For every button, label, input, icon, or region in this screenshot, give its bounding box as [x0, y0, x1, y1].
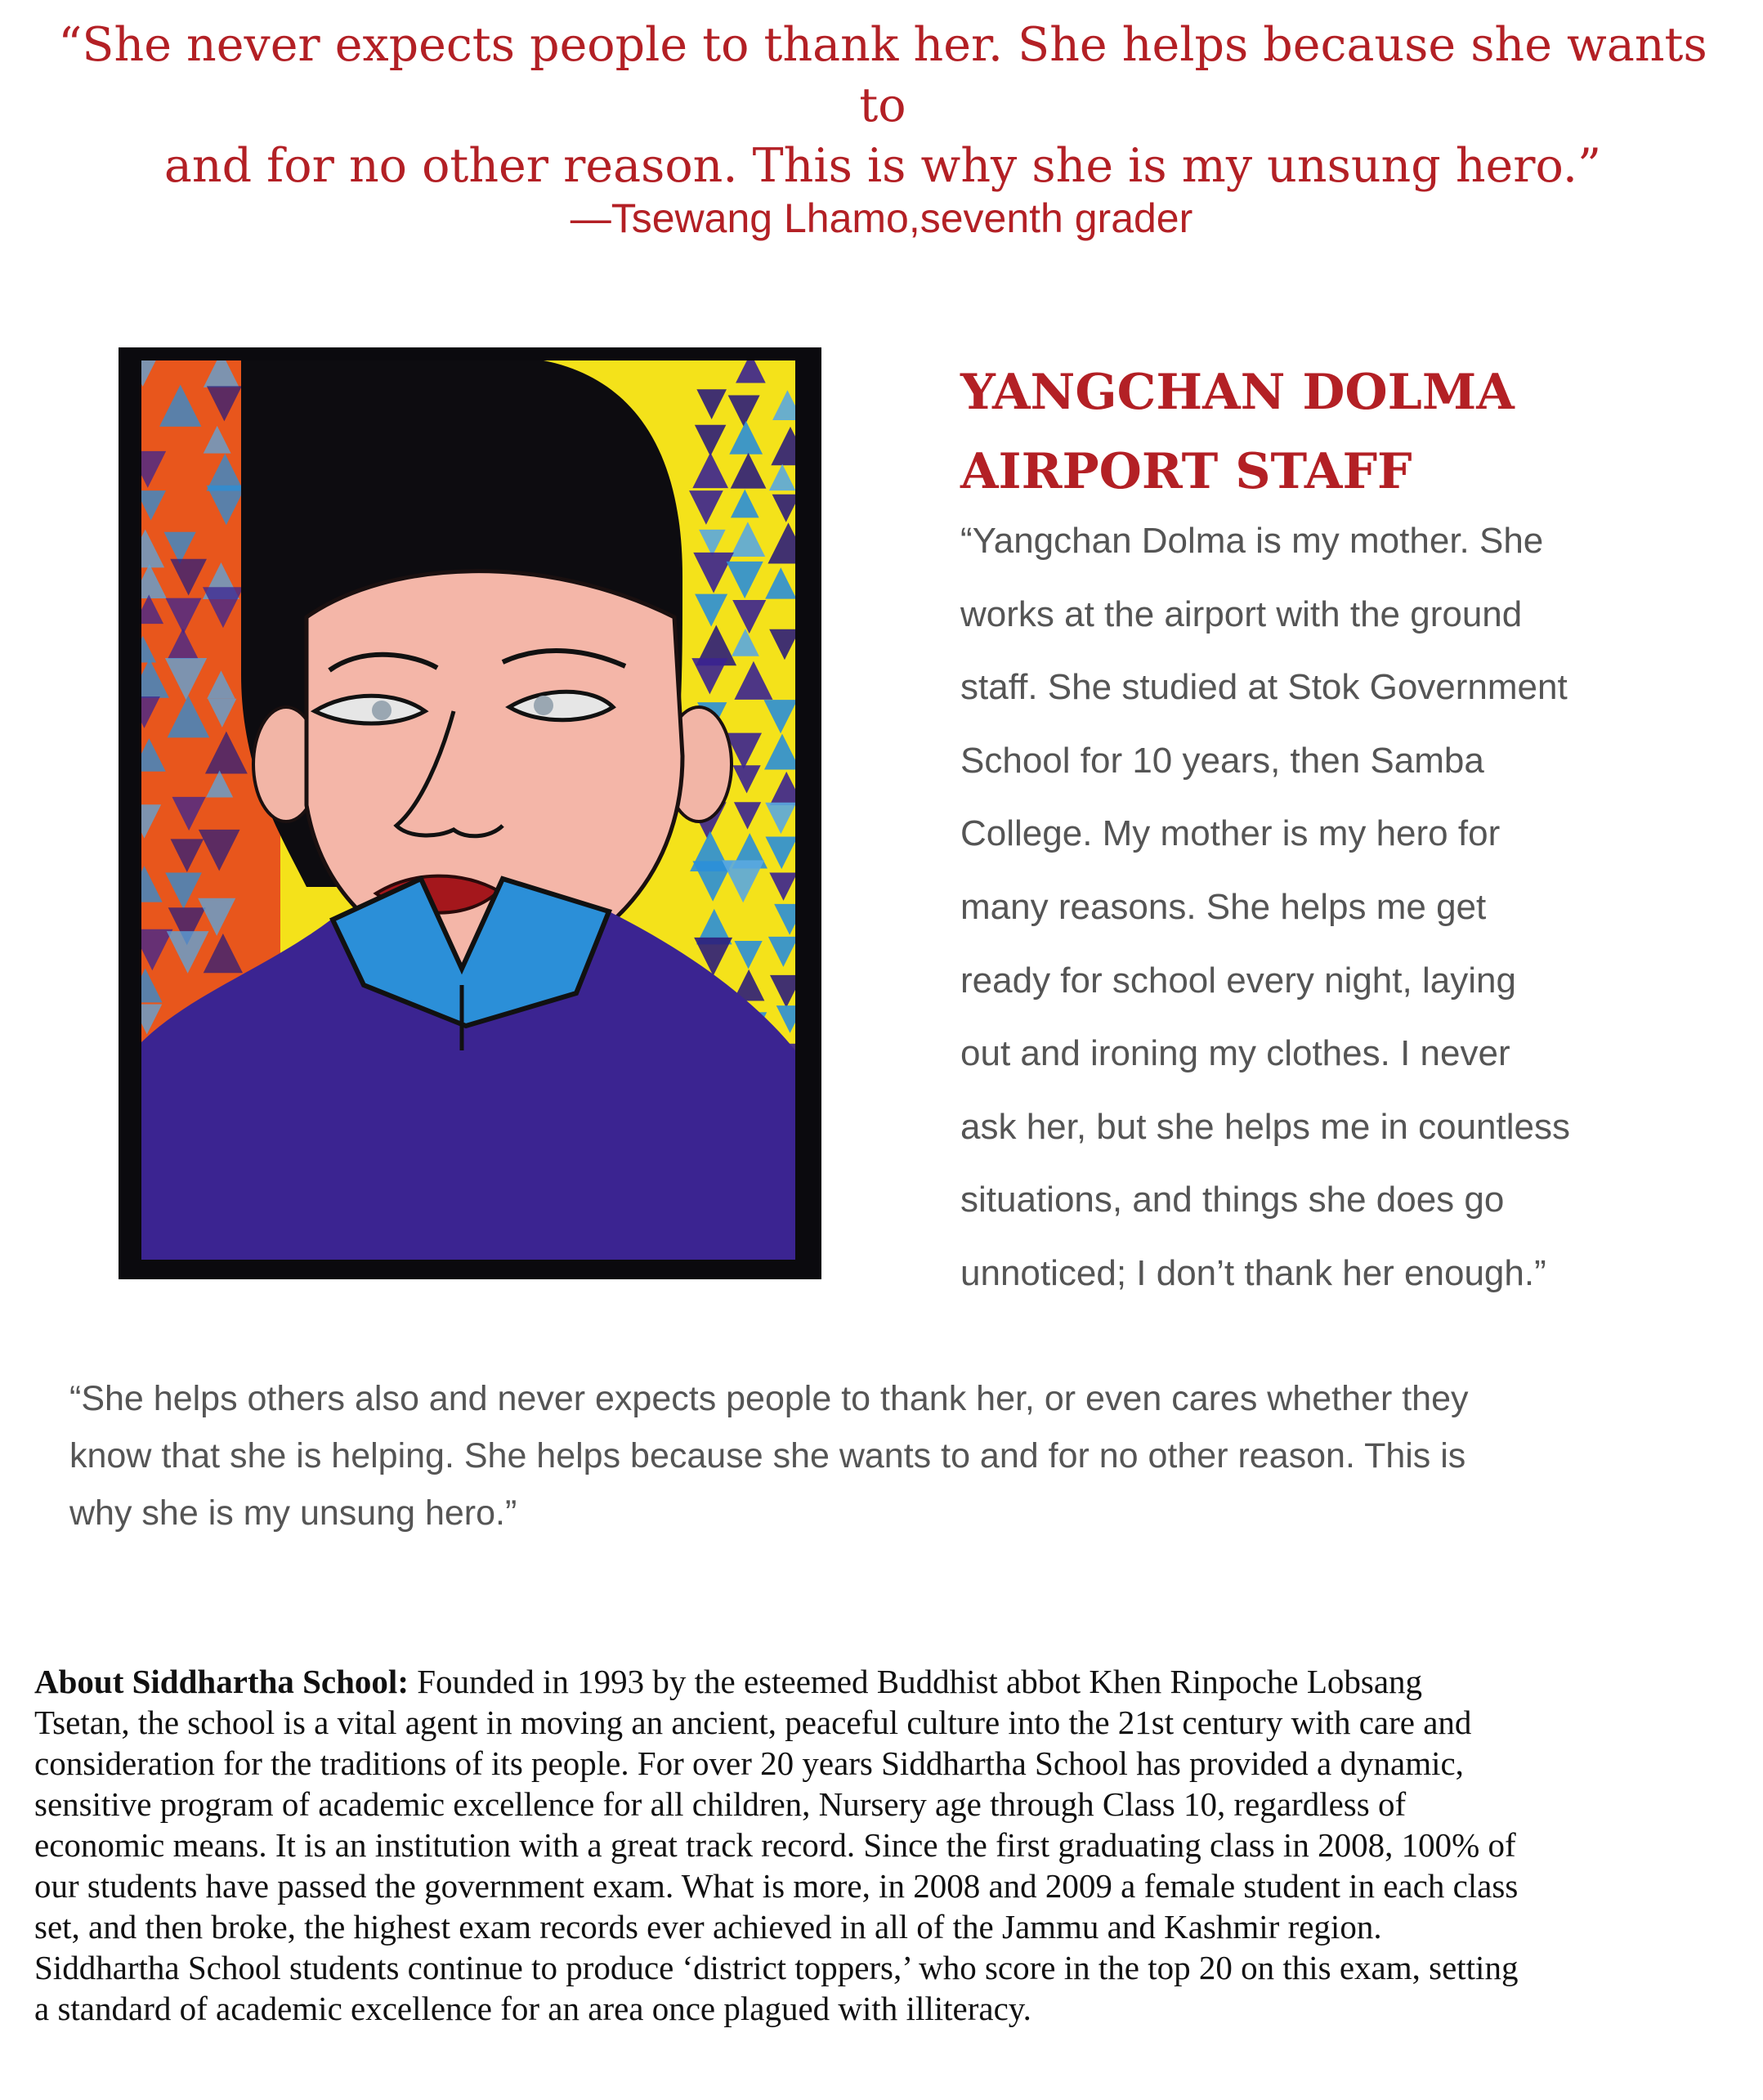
about-line: Founded in 1993 by the esteemed Buddhist abbot Khen Rinpoche Lobsang — [408, 1663, 1423, 1700]
about-line: a standard of academic excellence for an area once plagued with illiteracy. — [34, 1990, 1031, 2027]
about-line: consideration for the traditions of its people. For over 20 years Siddhartha School has provided a dynamic, — [34, 1744, 1464, 1782]
profile-heading — [960, 353, 1696, 512]
about-label: About Siddhartha School: — [34, 1663, 409, 1700]
quote-attribution: —Tsewang Lhamo,seventh grader — [570, 195, 1193, 241]
pull-quote — [49, 15, 1716, 196]
student-quote-line: staff. She studied at Stok Government — [960, 667, 1568, 708]
closing-quote-line: “She helps others also and never expects people to thank her, or even cares whether they — [69, 1379, 1469, 1418]
student-quote — [960, 504, 1639, 1310]
profile-role: AIRPORT STAFF — [960, 443, 1412, 500]
about-line: sensitive program of academic excellence for all children, Nursery age through Class 10, regardless of — [34, 1785, 1407, 1823]
about-line: economic means. It is an institution with a great track record. Since the first graduating class in 2008, 100% of — [34, 1826, 1516, 1864]
student-quote-line: many reasons. She helps me get — [960, 886, 1487, 927]
closing-quote-line: why she is my unsung hero.” — [69, 1493, 517, 1533]
right-pupil — [534, 696, 553, 715]
pull-quote-line-1: “She never expects people to thank her. She helps because she wants to — [58, 18, 1707, 132]
student-quote-line: works at the airport with the ground — [960, 593, 1523, 634]
student-quote-line: ask her, but she helps me in countless — [960, 1106, 1570, 1147]
student-quote-line: unnoticed; I don’t thank her enough.” — [960, 1252, 1546, 1293]
pull-quote-line-2: and for no other reason. This is why she is my unsung hero.” — [163, 139, 1602, 193]
about-line: our students have passed the government exam. What is more, in 2008 and 2009 a female student in each class — [34, 1867, 1519, 1905]
student-quote-line: situations, and things she does go — [960, 1180, 1505, 1220]
left-pupil — [372, 701, 392, 720]
student-quote-line: “Yangchan Dolma is my mother. She — [960, 521, 1544, 561]
closing-quote-line: know that she is helping. She helps because she wants to and for no other reason. This is — [69, 1436, 1466, 1475]
closing-quote — [69, 1370, 1680, 1542]
profile-name: YANGCHAN DOLMA — [960, 364, 1515, 421]
student-quote-line: School for 10 years, then Samba — [960, 740, 1484, 781]
student-portrait-painting — [119, 347, 821, 1279]
student-quote-line: ready for school every night, laying — [960, 960, 1516, 1001]
about-section — [34, 1661, 1677, 2029]
about-line: Siddhartha School students continue to produce ‘district toppers,’ who score in the top 20 on this exam, setting — [34, 1949, 1519, 1986]
about-line: Tsetan, the school is a vital agent in moving an ancient, peaceful culture into the 21st century with care and — [34, 1704, 1472, 1741]
student-quote-line: out and ironing my clothes. I never — [960, 1033, 1510, 1074]
student-quote-line: College. My mother is my hero for — [960, 813, 1501, 854]
portrait-illustration — [119, 347, 821, 1279]
about-line: set, and then broke, the highest exam records ever achieved in all of the Jammu and Kashmir region. — [34, 1908, 1382, 1946]
